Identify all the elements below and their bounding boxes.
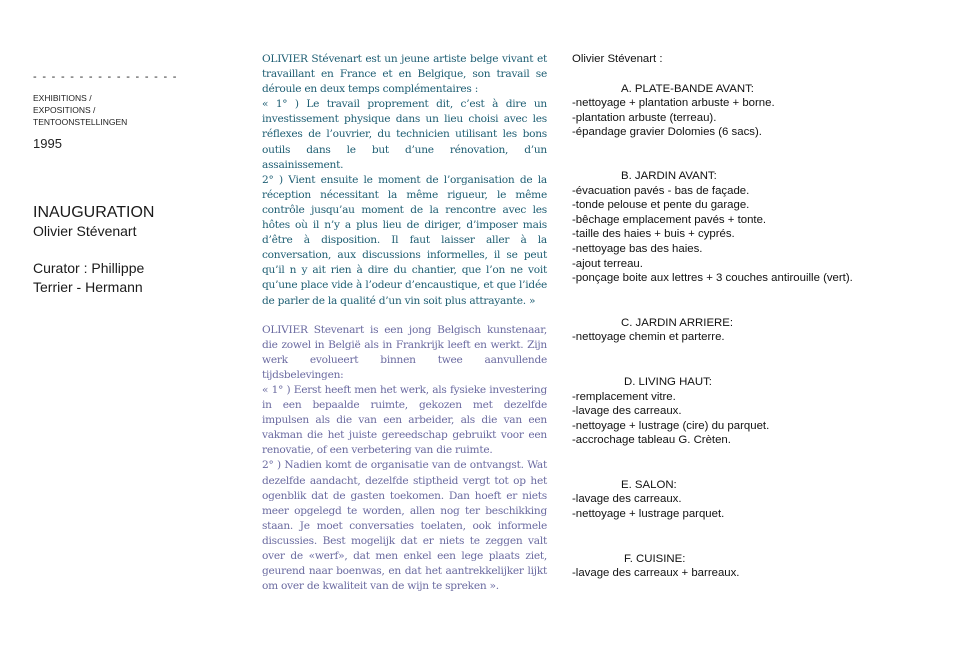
task-item: -taille des haies + buis + cyprés. [572,228,735,241]
section-heading: C. JARDIN ARRIERE: [621,316,734,329]
task-item: -lavage des carreaux. [572,405,682,418]
section-heading: B. JARDIN AVANT: [621,169,717,182]
section-heading: F. CUISINE: [624,552,686,565]
event-title: INAUGURATION [33,204,155,221]
section-label-line: EXPOSITIONS / [33,105,96,115]
french-intro: OLIVIER Stévenart est un jeune artiste belge vivant et travaillant en France et en Belgique, son travail se déroule en deux temps complémentaires : [262,53,547,96]
task-item: -tonde pelouse et pente du garage. [572,199,750,212]
dutch-intro: OLIVIER Stevenart is een jong Belgisch kunstenaar, die zowel in België als in Frankrijk leeft en werkt. Zijn werk evolueert binnen twee aanvullende tijdsbelevingen: [262,323,547,381]
task-item: -plantation arbuste (terreau). [572,111,717,124]
dutch-description [262,323,547,595]
french-part-2: 2° ) Vient ensuite le moment de l’organisation de la réception nécessitant la même rigueur, le même contrôle jusqu’au moment de la rencontre avec les hôtes où il n’y a plus lieu de diriger, d’imposer mais d’être à disposition. Il faut laisser aller à la conversation, aux discussions informelles, il se peut qu’il n y ait rien à dire du chantier, que l’on ne voit qu’une place vide à l’odeur d’encaustique, et que l’idée de parler de la qualité d’un vin soit plus attrayante. » [262,173,547,307]
work-section-e [572,478,857,522]
artist-name: Olivier Stévenart [33,223,137,239]
sidebar [33,70,223,297]
dutch-part-2: 2° ) Nadien komt de organisatie van de ontvangst. Wat dezelfde aandacht, dezelfde stiptheid vergt tot op het ogenblik dat de gasten toekomen. Dan hoeft er niets meer opgelegd te worden, allen nog ter beschikking staan. Je moet conversaties toelaten, ook informele discussies. Best mogelijk dat er niets te zeggen valt over de «werf», dat men enkel een lege plaats ziet, geurend naar boenwas, en dat het aantrekkelijker lijkt om over de kwaliteit van de wijn te spreken ». [262,459,547,593]
task-item: -remplacement vitre. [572,390,676,403]
dashed-divider: - - - - - - - - - - - - - - - - [33,71,178,83]
curator-credit: Curator : Phillippe Terrier - Hermann [33,260,145,295]
section-heading: E. SALON: [621,478,677,491]
task-item: -accrochage tableau G. Crèten. [572,434,731,447]
section-heading: D. LIVING HAUT: [624,375,712,388]
french-part-1: « 1° ) Le travail proprement dit, c’est à dire un investissement physique dans un lieu choisi avec les réflexes de l’ouvrier, du technicien utilisant les bons outils dans le but d’une rénovation, d’un assainissement. [262,98,547,171]
task-item: -nettoyage + lustrage (cire) du parquet. [572,419,770,432]
section-heading: A. PLATE-BANDE AVANT: [621,82,754,95]
dutch-part-1: « 1° ) Eerst heeft men het werk, als fysieke investering in een bepaalde ruimte, gekozen met dezelfde impulsen als die van een arbeider, als die van een vakman die het juiste gereedschap gebruikt voor een renovatie, of een verbetering van die ruimte. [262,383,547,457]
description-column [262,52,547,594]
exhibition-year: 1995 [33,136,62,151]
section-label [33,92,223,128]
work-list-column [572,52,857,581]
task-item: -ajout terreau. [572,257,643,270]
work-section-f [572,552,857,581]
task-item: -évacuation pavés - bas de façade. [572,184,750,197]
task-item: -nettoyage + plantation arbuste + borne. [572,97,775,110]
section-label-line: EXHIBITIONS / [33,93,92,103]
french-description [262,52,547,309]
task-item: -lavage des carreaux. [572,493,682,506]
section-label-line: TENTOONSTELLINGEN [33,117,128,127]
work-section-a [572,82,857,140]
task-item: -nettoyage + lustrage parquet. [572,508,725,521]
work-section-c [572,316,857,345]
task-item: -nettoyage bas des haies. [572,242,703,255]
task-item: -ponçage boite aux lettres + 3 couches antirouille (vert). [572,272,853,285]
work-section-b [572,169,857,286]
work-section-d [572,375,857,448]
task-item: -bêchage emplacement pavés + tonte. [572,213,767,226]
task-item: -lavage des carreaux + barreaux. [572,567,740,580]
task-item: -nettoyage chemin et parterre. [572,331,725,344]
task-item: -épandage gravier Dolomies (6 sacs). [572,126,762,139]
work-list-header: Olivier Stévenart : [572,53,663,65]
